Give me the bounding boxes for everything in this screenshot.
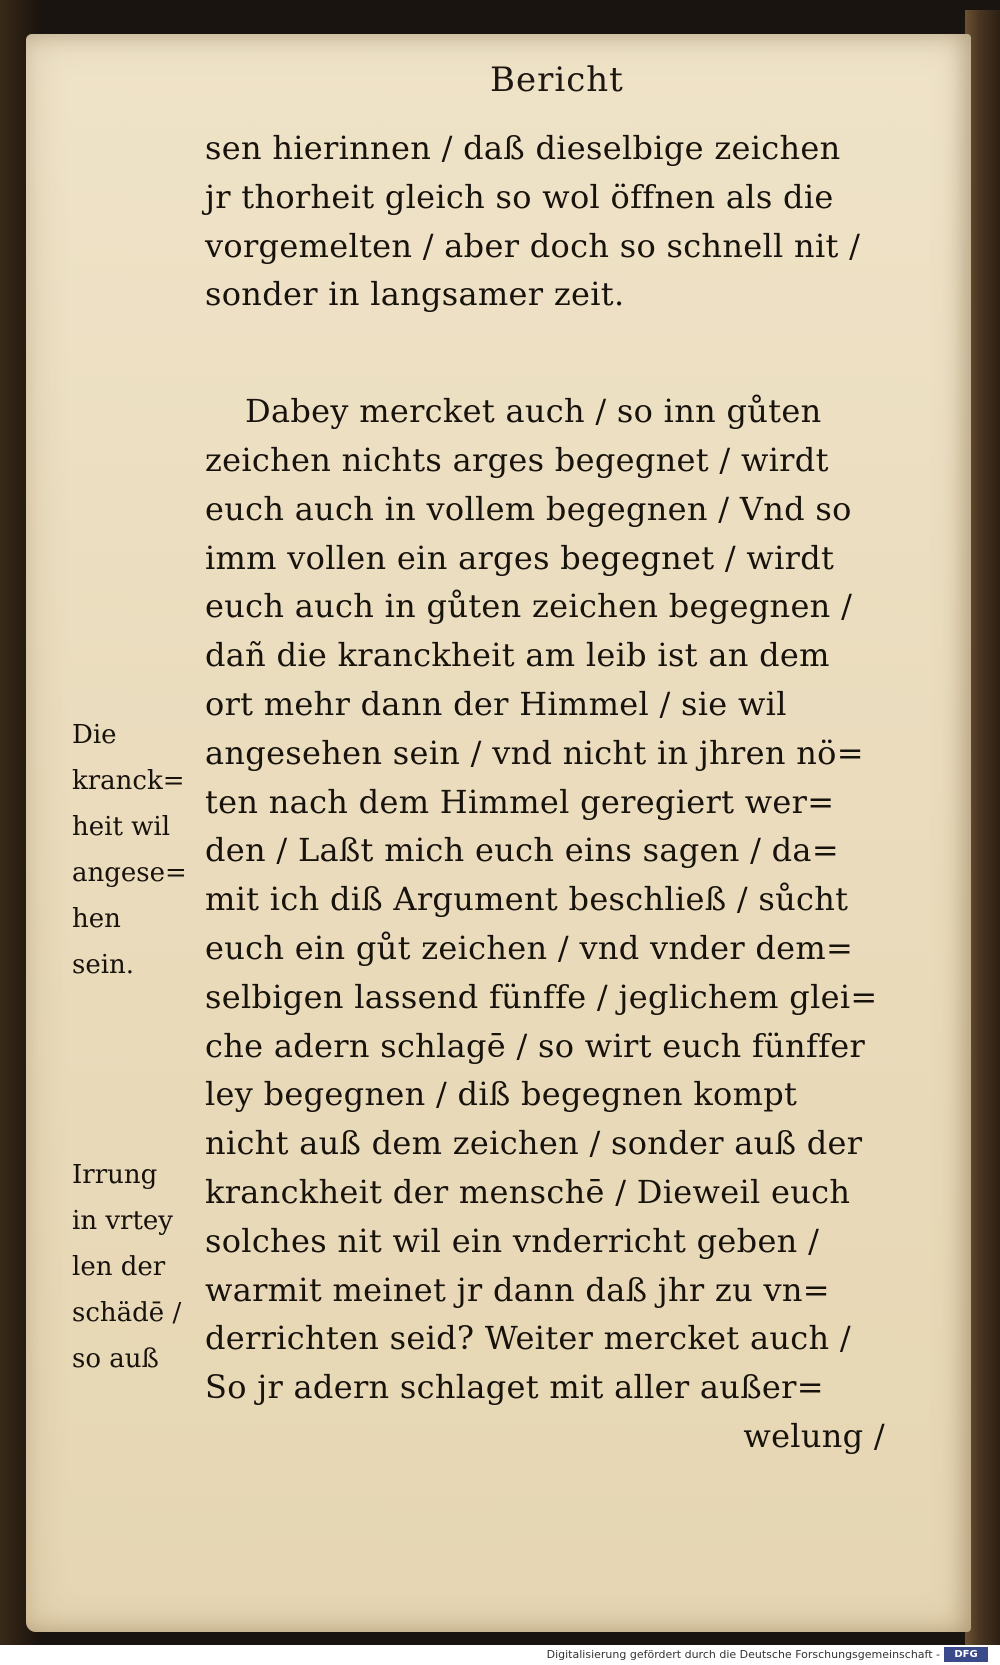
- text-line: sonder in langsamer zeit.: [205, 275, 625, 314]
- catchword-line: welung /: [743, 1416, 885, 1455]
- text-line: warmit meinet jr dann daß jhr zu vn=: [205, 1270, 830, 1309]
- text-line: mit ich diß Argument beschließ / sůcht: [205, 880, 849, 919]
- text-line: dañ die kranckheit am leib ist an dem: [205, 636, 830, 675]
- margin-note-line: sein.: [72, 950, 135, 980]
- text-line: sen hierinnen / daß dieselbige zeichen: [205, 129, 841, 167]
- text-line: kranckheit der menschē / Dieweil euch: [205, 1172, 851, 1211]
- text-line: den / Laßt mich euch eins sagen / da=: [205, 831, 839, 870]
- margin-note-irrung: [72, 1152, 207, 1382]
- text-line: che adern schlagē / so wirt euch fünffer: [205, 1026, 866, 1065]
- margin-note-line: Irrung: [72, 1160, 158, 1190]
- margin-note-line: len der: [72, 1252, 166, 1282]
- funding-credit: Digitalisierung gefördert durch die Deutsche Forschungsgemeinschaft -: [546, 1648, 940, 1661]
- text-line: euch auch in vollem begegnen / Vnd so: [205, 489, 852, 528]
- margin-note-line: kranck=: [72, 766, 185, 796]
- text-line: Dabey mercket auch / so inn gůten: [245, 392, 822, 431]
- margin-note-line: in vrtey: [72, 1206, 173, 1236]
- text-line: nicht auß dem zeichen / sonder auß der: [205, 1124, 863, 1163]
- text-line: angesehen sein / vnd nicht in jhren nö=: [205, 733, 864, 772]
- text-line: derrichten seid? Weiter mercket auch /: [205, 1319, 851, 1358]
- margin-note-kranckheit: [72, 712, 207, 988]
- paragraph-gap: [205, 319, 945, 387]
- margin-note-line: heit wil: [72, 812, 171, 842]
- text-line: solches nit wil ein vnderricht geben /: [205, 1221, 820, 1260]
- text-line: imm vollen ein arges begegnet / wirdt: [205, 538, 835, 577]
- running-head: Bericht: [490, 60, 624, 100]
- margin-note-line: hen: [72, 904, 121, 934]
- margin-note-line: Die: [72, 720, 117, 750]
- margin-note-line: angese=: [72, 858, 187, 888]
- text-line: ley begegnen / diß begegnen kompt: [205, 1075, 798, 1114]
- margin-note-line: schädē /: [72, 1298, 182, 1328]
- text-line: ten nach dem Himmel geregiert wer=: [205, 782, 835, 821]
- text-line: selbigen lassend fünffe / jeglichem glei=: [205, 977, 878, 1016]
- text-line: So jr adern schlaget mit aller außer=: [205, 1368, 824, 1407]
- margin-note-line: so auß: [72, 1344, 159, 1374]
- dfg-logo-icon: DFG: [944, 1647, 988, 1662]
- main-text-block: [205, 124, 945, 1461]
- text-line: vorgemelten / aber doch so schnell nit /: [205, 226, 861, 265]
- text-line: zeichen nichts arges begegnet / wirdt: [205, 440, 829, 479]
- text-line: euch auch in gůten zeichen begegnen /: [205, 587, 853, 626]
- text-line: euch ein gůt zeichen / vnd vnder dem=: [205, 928, 854, 967]
- text-line: jr thorheit gleich so wol öffnen als die: [205, 177, 834, 216]
- text-line: ort mehr dann der Himmel / sie wil: [205, 684, 787, 723]
